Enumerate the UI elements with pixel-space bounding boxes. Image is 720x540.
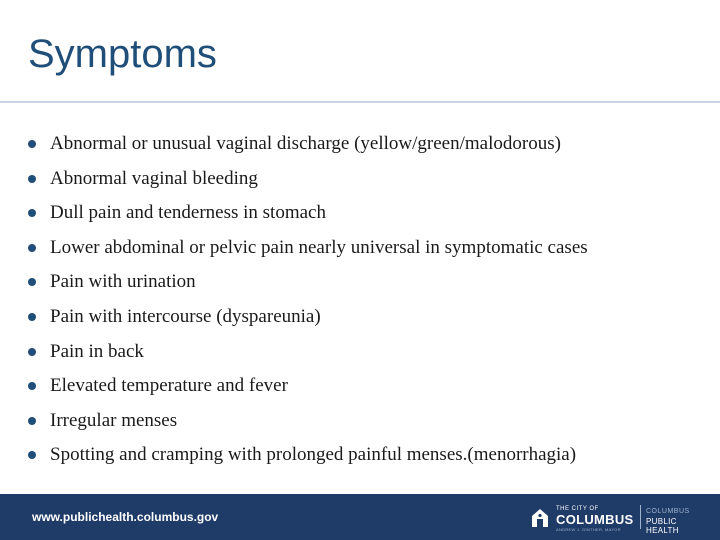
bullet-icon xyxy=(28,313,36,321)
symptom-list xyxy=(28,127,708,473)
bullet-icon xyxy=(28,417,36,425)
list-item xyxy=(28,369,708,404)
logo-tagline: ANDREW J. GINTHER, MAYOR xyxy=(556,527,621,532)
list-item xyxy=(28,265,708,300)
logo-dept-line2: PUBLIC HEALTH xyxy=(646,517,679,535)
list-item-text: Spotting and cramping with prolonged painful menses.(menorrhagia) xyxy=(50,444,577,466)
list-item-text: Pain in back xyxy=(50,340,144,362)
list-item xyxy=(28,231,708,266)
columbus-public-health-logo xyxy=(530,502,710,535)
list-item-text: Irregular menses xyxy=(50,409,178,431)
list-item xyxy=(28,335,708,370)
logo-dept-line1: COLUMBUS xyxy=(646,508,690,515)
bullet-icon xyxy=(28,348,36,356)
list-item-text: Pain with urination xyxy=(50,271,196,293)
bullet-icon xyxy=(28,209,36,217)
website-link[interactable]: www.publichealth.columbus.gov xyxy=(32,510,219,524)
logo-small-text: THE CITY OF xyxy=(556,506,599,512)
list-item xyxy=(28,438,708,473)
list-item xyxy=(28,404,708,439)
bullet-icon xyxy=(28,382,36,390)
list-item xyxy=(28,162,708,197)
bullet-icon xyxy=(28,451,36,459)
list-item-text: Lower abdominal or pelvic pain nearly universal in symptomatic cases xyxy=(50,236,588,258)
logo-divider xyxy=(640,505,641,529)
list-item xyxy=(28,196,708,231)
list-item-text: Abnormal or unusual vaginal discharge (yellow/green/malodorous) xyxy=(50,133,561,154)
list-item xyxy=(28,127,708,162)
title-divider xyxy=(0,101,720,103)
bullet-icon xyxy=(28,278,36,286)
bullet-icon xyxy=(28,244,36,252)
footer-bar xyxy=(0,494,720,540)
logo-city-name: COLUMBUS xyxy=(556,512,634,527)
slide-title: Symptoms xyxy=(28,32,217,76)
list-item-text: Pain with intercourse (dyspareunia) xyxy=(50,305,321,327)
list-item xyxy=(28,300,708,335)
list-item-text: Elevated temperature and fever xyxy=(50,375,288,397)
list-item-text: Abnormal vaginal bleeding xyxy=(50,167,258,189)
bullet-icon xyxy=(28,175,36,183)
list-item-text: Dull pain and tenderness in stomach xyxy=(50,202,326,224)
bullet-icon xyxy=(28,140,36,148)
city-house-icon xyxy=(530,506,550,528)
